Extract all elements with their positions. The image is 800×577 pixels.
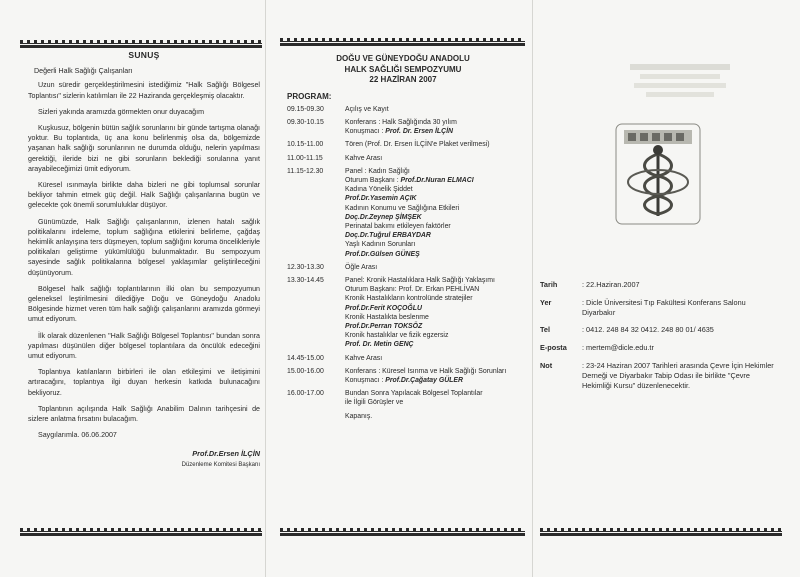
info-label: Not xyxy=(540,360,553,370)
fold-line-right xyxy=(532,0,533,577)
program-time: 14.45-15.00 xyxy=(287,354,324,362)
program-time xyxy=(287,412,345,421)
speaker-name: Prof.Dr.Yasemin AÇIK xyxy=(345,195,417,203)
fold-line-left xyxy=(265,0,266,577)
program-description xyxy=(345,367,519,385)
info-date-row xyxy=(540,280,775,290)
foreword-paragraph: İlk olarak düzenlenen "Halk Sağlığı Bölgesel Toplantısı" bundan sonra yapılması düşünülen diğer bölgesel toplantılara da öncülük edeceğini umut ediyorum. xyxy=(28,331,260,361)
foreword-paragraph: Toplantıya katılanların birbirleri ile olan etkileşimi ve iletişimini artıracağını, toplantıya ilgi duyan herkesin katkıda bulunacağını bekliyoruz. xyxy=(28,368,260,397)
program-description xyxy=(345,276,519,350)
info-email-row xyxy=(540,343,775,353)
program-time: 12.30-13.30 xyxy=(287,263,324,271)
program-item xyxy=(287,389,519,407)
program-line-text: Bundan Sonra Yapılacak Bölgesel Toplantılar xyxy=(345,390,483,398)
program-line xyxy=(345,185,519,194)
program-line-text: Açılış ve Kayıt xyxy=(345,105,389,113)
info-value: : 23-24 Haziran 2007 Tarihleri arasında Çevre İçin Hekimler Derneği ve Diyarbakır Tabip Odası ile birlikte "Çevre Hekimliği Kursu" düzenlenecektir. xyxy=(582,360,774,390)
program-line-text: Kapanış. xyxy=(345,412,373,420)
program-line xyxy=(345,127,519,136)
program-line xyxy=(345,263,519,272)
ornamental-border-bottom-right xyxy=(540,528,782,536)
program-time: 09.30-10.15 xyxy=(287,118,324,126)
foreword-column xyxy=(28,50,260,470)
program-line-text: Kronik Hastalıkta beslenme xyxy=(345,313,429,321)
ornamental-border-top-left xyxy=(20,40,262,48)
ornamental-border-top-middle xyxy=(280,38,525,46)
program-item xyxy=(287,167,519,259)
program-description xyxy=(345,140,519,149)
program-item xyxy=(287,154,519,163)
symposium-title-line: 22 HAZİRAN 2007 xyxy=(369,75,437,84)
program-line-text: Kronik hastalıklar ve fizik egzersiz xyxy=(345,332,449,340)
program-line-text: Öğle Arası xyxy=(345,263,378,271)
program-line-text: Kahve Arası xyxy=(345,154,383,162)
program-line xyxy=(345,376,519,385)
program-line xyxy=(345,340,519,349)
program-description xyxy=(345,354,519,363)
program-line xyxy=(345,176,519,185)
program-item xyxy=(287,412,519,421)
program-item xyxy=(287,140,519,149)
foreword-paragraph: Kuşkusuz, bölgenin bütün sağlık sorunlarını bir günde tartışma olanağı yoktur. Bu toplantıda, üç ana konu belirlenmiş olsa da, bölgemizde yaşanan halk sağlığı sorunlarının ne durumda olduğu, nelerin yapılması gerektiği, ileride bizi ne gibi sorunların beklediği sorularına yanıt arayabileceğimizi ümit ediyorum. xyxy=(28,124,260,173)
program-description xyxy=(345,167,519,259)
program-time: 16.00-17.00 xyxy=(287,390,324,398)
speaker-name: Prof.Dr.Ferit KOÇOĞLU xyxy=(345,304,422,312)
foreword-paragraph: Toplantının açılışında Halk Sağlığı Anabilim Dalının tarihçesini de sizlere anlatma fırsatını bulacağım. xyxy=(28,404,260,424)
speaker-name: Prof.Dr.Çağatay GÜLER xyxy=(385,376,463,384)
program-line xyxy=(345,222,519,231)
program-description xyxy=(345,389,519,407)
info-value: : 22.Haziran.2007 xyxy=(582,280,640,289)
program-line xyxy=(345,167,519,176)
foreword-paragraph: Küresel ısınmayla birlikte daha bizleri ne gibi toplumsal sorunlar bekliyor tahmin etmek güç değil. Halk Sağlığı çalışanlarına bugün ve gelecekte çok önemli sorumluluklar düşüyor. xyxy=(28,181,260,210)
program-item xyxy=(287,367,519,385)
program-line-text: Konuşmacı : xyxy=(345,376,386,384)
foreword-closing: Saygılarımla. 06.06.2007 xyxy=(38,431,117,440)
symposium-title xyxy=(287,54,519,86)
program-time: 10.15-11.00 xyxy=(287,141,324,149)
program-time: 09.15-09.30 xyxy=(287,105,324,113)
program-item xyxy=(287,118,519,136)
info-label: Tel xyxy=(540,325,551,335)
program-description xyxy=(345,154,519,163)
program-line xyxy=(345,231,519,240)
program-item xyxy=(287,263,519,272)
speaker-name: Prof. Dr. Metin GENÇ xyxy=(345,341,414,349)
foreword-title: SUNUŞ xyxy=(128,50,160,60)
program-time: 11.15-12.30 xyxy=(287,167,324,175)
info-label: E-posta xyxy=(540,343,567,353)
speaker-name: Prof.Dr.Gülsen GÜNEŞ xyxy=(345,250,420,258)
program-line xyxy=(345,213,519,222)
program-line xyxy=(345,105,519,114)
symposium-title-line: DOĞU VE GÜNEYDOĞU ANADOLU xyxy=(336,54,470,63)
program-line xyxy=(345,389,519,398)
info-note-row xyxy=(540,361,775,390)
program-line xyxy=(345,412,519,421)
info-value: : Dicle Üniversitesi Tıp Fakültesi Konferans Salonu Diyarbakır xyxy=(582,297,746,317)
foreword-paragraph: Günümüzde, Halk Sağlığı çalışanlarının, izlenen hatalı sağlık politikalarını irdeleme, toplum sağlığına etkilerini belirleme, çağdaş hekimlik anlayışına ters düşmeyen, toplum sağlığını koruma öncelikleriyle politikaları geliştirme yükümlülüğü bulunmaktadır. Bu sempozyum sayesinde sağlık politikalarına bölgesel yaklaşımlar geliştirileceğini düşünüyorum. xyxy=(28,217,260,277)
foreword-signature-role: Düzenleme Komitesi Başkanı xyxy=(181,461,260,468)
program-line-text: Konferans : Halk Sağlığında 30 yılım xyxy=(345,118,457,126)
program-line xyxy=(345,194,519,203)
foreword-paragraph: Bölgesel halk sağlığı toplantılarının ilki olan bu sempozyumun geleneksel leştirilmesini dilediğiye Doğu ve Güneydoğu Anadolu Bölgesinde hizmet veren tüm halk sağlığı çalışanlarını aramızda görmeyi umut ediyorum. xyxy=(28,284,260,324)
program-label: PROGRAM: xyxy=(287,91,332,101)
program-line xyxy=(345,354,519,363)
medical-seal-emblem-icon xyxy=(610,120,706,230)
program-line-text: Konuşmacı : xyxy=(345,128,386,136)
program-line xyxy=(345,331,519,340)
foreword-greeting: Değerli Halk Sağlığı Çalışanları xyxy=(34,67,133,76)
program-line xyxy=(345,322,519,331)
program-line xyxy=(345,398,519,407)
program-time: 11.00-11.15 xyxy=(287,154,323,162)
program-line xyxy=(345,367,519,376)
foreword-paragraph: Uzun süredir gerçekleştirilmesini istediğimiz "Halk Sağlığı Bölgesel Toplantısı" sizlerin katılımları ile 22 Haziranda gerçekleşmiş olacaktır. xyxy=(28,81,260,100)
program-line xyxy=(345,313,519,322)
program-line xyxy=(345,154,519,163)
program-spacer xyxy=(287,421,519,425)
program-description xyxy=(345,263,519,272)
ornamental-border-bottom-left xyxy=(20,528,262,536)
program-line xyxy=(345,250,519,259)
info-column xyxy=(540,50,775,398)
program-line xyxy=(345,294,519,303)
program-line-text: Kahve Arası xyxy=(345,354,383,362)
program-line-text: Konferans : Küresel Isınma ve Halk Sağlığı Sorunları xyxy=(345,367,507,375)
speaker-name: Prof.Dr.Perran TOKSÖZ xyxy=(345,322,423,330)
program-line xyxy=(345,118,519,127)
speaker-name: Prof.Dr.Nuran ELMACI xyxy=(400,176,474,184)
program-line-text: Panel: Kronik Hastalıklara Halk Sağlığı Yaklaşımı xyxy=(345,276,495,284)
program-line-text: ile İlgili Görüşler ve xyxy=(345,399,404,407)
program-line-text: Panel : Kadın Sağlığı xyxy=(345,167,410,175)
foreword-signature: Prof.Dr.Ersen İLÇİN xyxy=(192,448,260,458)
info-phone-row xyxy=(540,325,775,335)
program-line xyxy=(345,276,519,285)
program-column xyxy=(287,54,519,425)
info-label: Yer xyxy=(540,297,552,307)
program-line xyxy=(345,304,519,313)
program-line-text: Kronik Hastalıkların kontrolünde stratejiler xyxy=(345,295,473,303)
program-line-text: Perinatal bakımı etkileyen faktörler xyxy=(345,222,451,230)
program-item xyxy=(287,354,519,363)
program-line xyxy=(345,140,519,149)
seal-area xyxy=(540,50,775,280)
foreword-paragraph: Sizleri yakında aramızda görmekten onur duyacağım xyxy=(38,107,204,116)
info-value: : mertem@dicle.edu.tr xyxy=(582,343,654,353)
program-line xyxy=(345,240,519,249)
program-line xyxy=(345,285,519,294)
program-line-text: Oturum Başkanı : xyxy=(345,176,401,184)
program-description xyxy=(345,118,519,136)
program-line-text: Kadının Konumu ve Sağlığına Etkileri xyxy=(345,204,460,212)
ornamental-border-bottom-middle xyxy=(280,528,525,536)
program-line xyxy=(345,204,519,213)
info-value: : 0412. 248 84 32 0412. 248 80 01/ 4635 xyxy=(582,325,714,335)
program-time: 13.30-14.45 xyxy=(287,276,324,284)
bleed-through-text xyxy=(620,60,740,101)
program-description xyxy=(345,105,519,114)
program-line-text: Yaşlı Kadının Sorunları xyxy=(345,241,416,249)
symposium-title-line: HALK SAĞLIĞI SEMPOZYUMU xyxy=(344,64,462,74)
program-line-text: Tören (Prof. Dr. Ersen İLÇİN'e Plaket verilmesi) xyxy=(345,141,490,149)
program-line-text: Kadına Yönelik Şiddet xyxy=(345,186,413,194)
info-label: Tarih xyxy=(540,280,558,289)
info-venue-row xyxy=(540,298,775,318)
program-line-text: Oturum Başkanı: Prof. Dr. Erkan PEHLİVAN xyxy=(345,286,480,294)
program-item xyxy=(287,276,519,350)
program-list xyxy=(287,105,519,425)
speaker-name: Doç.Dr.Zeynep ŞİMŞEK xyxy=(345,213,422,221)
program-description xyxy=(345,412,519,421)
program-time: 15.00-16.00 xyxy=(287,367,324,375)
speaker-name: Prof. Dr. Ersen İLÇİN xyxy=(385,128,453,136)
speaker-name: Doç.Dr.Tuğrul ERBAYDAR xyxy=(345,232,431,240)
program-item xyxy=(287,105,519,114)
